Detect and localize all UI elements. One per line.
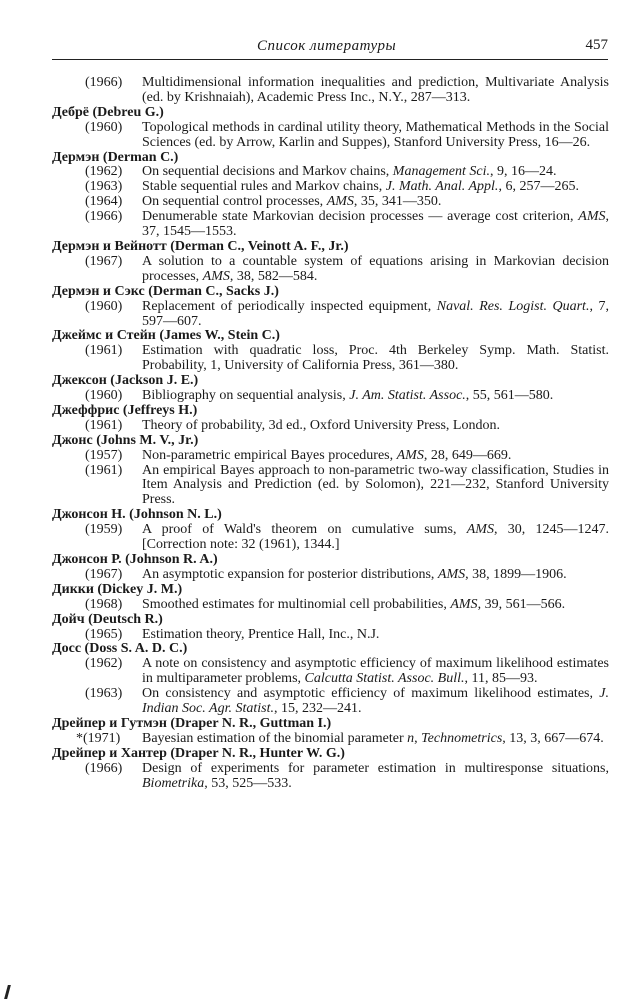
author-heading: Дермэн и Вейнотт (Derman C., Veinott A. F., Jr.) xyxy=(52,238,349,254)
entry-text: An asymptotic expansion for posterior distributions, AMS, 38, 1899—1906. xyxy=(142,566,567,582)
bibliography-entry xyxy=(52,180,609,195)
author-heading: Джеффрис (Jeffreys H.) xyxy=(52,402,198,418)
author-heading: Дойч (Deutsch R.) xyxy=(52,611,163,627)
entry-year: (1966) xyxy=(85,209,123,225)
bibliography-list xyxy=(52,76,609,792)
entry-year: (1959) xyxy=(85,522,123,538)
entry-year: (1957) xyxy=(85,447,123,463)
entry-year: (1961) xyxy=(85,417,123,433)
bibliography-entry xyxy=(52,419,609,434)
bibliography-entry xyxy=(52,255,609,285)
entry-text: Bibliography on sequential analysis, J. Am. Statist. Assoc., 55, 561—580. xyxy=(142,388,554,404)
entry-text: A note on consistency and asymptotic efficiency of maximum likelihood estimates in multiparameter problems, Calcutta Statist. Assoc. Bull., 11, 85—93. xyxy=(142,656,609,687)
bibliography-entry xyxy=(52,598,609,613)
entry-year: (1960) xyxy=(85,388,123,404)
entry-text: On sequential control processes, AMS, 35, 341—350. xyxy=(142,194,442,210)
entry-text: An empirical Bayes approach to non-parametric two-way classification, Studies in Item Analysis and Prediction (ed. by Solomon), 221—232, Stanford University Press. xyxy=(142,462,609,508)
bibliography-entry xyxy=(52,121,609,151)
entry-year: (1963) xyxy=(85,179,123,195)
entry-year: (1966) xyxy=(85,760,123,776)
author-heading: Джеймс и Стейн (James W., Stein C.) xyxy=(52,328,280,344)
author-heading: Джонсон Р. (Johnson R. A.) xyxy=(52,552,218,567)
bibliography-entry xyxy=(52,628,609,643)
page-number: 457 xyxy=(585,37,608,53)
author-heading: Досс (Doss S. A. D. C.) xyxy=(52,641,188,657)
bibliography-entry xyxy=(52,687,609,717)
author-heading: Дикки (Dickey J. M.) xyxy=(52,581,183,597)
author-heading: Дрейпер и Хантер (Draper N. R., Hunter W. G.) xyxy=(52,745,345,761)
bibliography-entry xyxy=(52,300,609,330)
author-heading: Дермэн (Derman C.) xyxy=(52,149,179,165)
bibliography-entry xyxy=(52,76,609,106)
bibliography-entry xyxy=(52,464,609,509)
bibliography-entry xyxy=(52,732,609,747)
entry-year: (1964) xyxy=(85,194,123,210)
bibliography-entry xyxy=(52,449,609,464)
entry-text: Non-parametric empirical Bayes procedures, AMS, 28, 649—669. xyxy=(142,447,512,463)
entry-year: (1965) xyxy=(85,626,123,642)
author-heading: Джонсон Н. (Johnson N. L.) xyxy=(52,507,222,523)
entry-text: Estimation theory, Prentice Hall, Inc., N.J. xyxy=(142,626,380,642)
entry-text: Theory of probability, 3d ed., Oxford University Press, London. xyxy=(142,417,500,433)
bibliography-entry xyxy=(52,762,609,792)
entry-year: (1968) xyxy=(85,596,123,612)
margin-mark xyxy=(4,985,11,999)
page-header xyxy=(52,35,608,60)
entry-text: Denumerable state Markovian decision processes — average cost criterion, AMS, 37, 1545—1553. xyxy=(142,209,609,240)
entry-text: A proof of Wald's theorem on cumulative sums, AMS, 30, 1245—1247. [Correction note: 32 (1961), 1344.] xyxy=(142,522,610,553)
bibliography-entry xyxy=(52,195,609,210)
entry-text: Replacement of periodically inspected equipment, Naval. Res. Logist. Quart., 7, 597—607. xyxy=(142,298,609,329)
entry-text: Estimation with quadratic loss, Proc. 4th Berkeley Symp. Math. Statist. Probability, 1, University of California Press, 361—380. xyxy=(142,343,609,374)
bibliography-entry xyxy=(52,165,609,180)
entry-text: A solution to a countable system of equations arising in Markovian decision processes, AMS, 38, 582—584. xyxy=(142,253,609,284)
bibliography-entry xyxy=(52,344,609,374)
entry-year: (1960) xyxy=(85,119,123,135)
entry-year: (1961) xyxy=(85,462,123,478)
entry-text: Stable sequential rules and Markov chains, J. Math. Anal. Appl., 6, 257—265. xyxy=(142,179,579,195)
author-heading: Джонс (Johns M. V., Jr.) xyxy=(52,432,199,448)
entry-year: (1967) xyxy=(85,566,123,582)
entry-text: Bayesian estimation of the binomial parameter n, Technometrics, 13, 3, 667—674. xyxy=(142,730,604,746)
bibliography-entry xyxy=(52,568,609,583)
entry-year: (1967) xyxy=(85,253,123,269)
author-heading: Джексон (Jackson J. E.) xyxy=(52,373,199,389)
running-title: Список литературы xyxy=(257,38,397,54)
entry-text: Design of experiments for parameter estimation in multiresponse situations, Biometrika, 53, 525—533. xyxy=(142,760,609,791)
entry-year: (1961) xyxy=(85,343,123,359)
entry-year: (1962) xyxy=(85,656,123,672)
entry-year: (1960) xyxy=(85,298,123,314)
bibliography-entry xyxy=(52,657,609,687)
bibliography-entry xyxy=(52,523,609,553)
entry-text: Smoothed estimates for multinomial cell probabilities, AMS, 39, 561—566. xyxy=(142,596,566,612)
entry-year: (1962) xyxy=(85,164,123,180)
bibliography-entry xyxy=(52,389,609,404)
entry-year: *(1971) xyxy=(76,730,121,746)
entry-text: Multidimensional information inequalities and prediction, Multivariate Analysis (ed. by Krishnaiah), Academic Press Inc., N.Y., 287—313. xyxy=(142,75,609,105)
entry-text: On sequential decisions and Markov chains, Management Sci., 9, 16—24. xyxy=(142,164,557,180)
entry-text: On consistency and asymptotic efficiency of maximum likelihood estimates, J. Indian Soc. Agr. Statist., 15, 232—241. xyxy=(142,686,609,717)
author-heading: Дебрё (Debreu G.) xyxy=(52,104,164,120)
entry-text: Topological methods in cardinal utility theory, Mathematical Methods in the Social Sciences (ed. by Arrow, Karlin and Suppes), Stanford University Press, 16—26. xyxy=(142,119,609,150)
entry-year: (1963) xyxy=(85,686,123,702)
bibliography-entry xyxy=(52,210,609,240)
author-heading: Дермэн и Сэкс (Derman C., Sacks J.) xyxy=(52,283,279,299)
entry-year: (1966) xyxy=(85,75,123,90)
author-heading: Дрейпер и Гутмэн (Draper N. R., Guttman I.) xyxy=(52,715,332,731)
